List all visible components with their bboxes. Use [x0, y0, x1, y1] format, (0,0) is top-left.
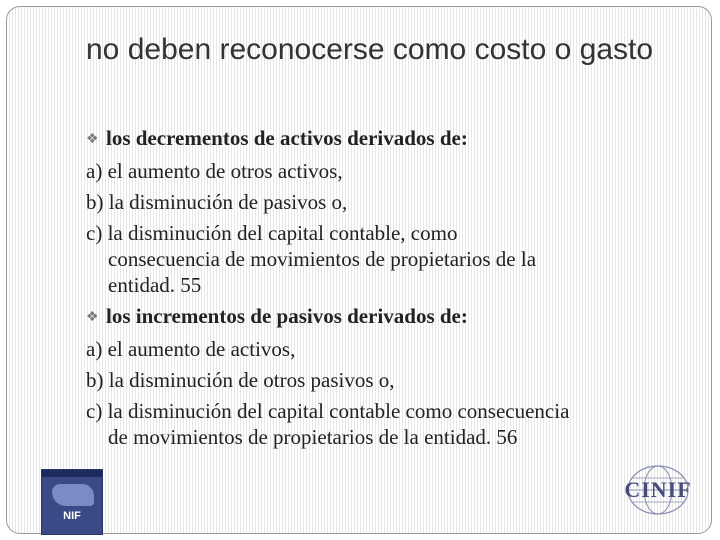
slide-body: [86, 125, 706, 450]
slide: [6, 6, 712, 534]
list-item: a) el aumento de otros activos,: [86, 159, 343, 183]
nif-book-logo: [41, 469, 103, 535]
bullet-heading-incrementos: ❖ los incrementos de pasivos derivados de:: [86, 303, 706, 331]
list-item: b) la disminución de otros pasivos o,: [86, 368, 395, 392]
cinif-logo: [619, 463, 697, 517]
list-item-continuation: entidad. 55: [108, 273, 202, 297]
bullet-heading-decrementos: ❖ los decrementos de activos derivados de:: [86, 125, 706, 153]
cinif-logo-text: CINIF: [624, 477, 692, 502]
list-item-continuation: de movimientos de propietarios de la entidad. 56: [108, 425, 518, 449]
bullet-icon: ❖: [86, 310, 99, 325]
book-logo-label: NIF: [63, 510, 81, 522]
list-item: a) el aumento de activos,: [86, 337, 296, 361]
slide-title: no deben reconocerse como costo o gasto: [86, 33, 654, 66]
mexico-map-icon: [52, 484, 94, 506]
list-item: c) la disminución del capital contable como consecuencia: [86, 399, 570, 423]
list-item-continuation: consecuencia de movimientos de propietarios de la: [108, 247, 537, 271]
list-item: c) la disminución del capital contable, como: [86, 221, 458, 245]
list-item: b) la disminución de pasivos o,: [86, 190, 348, 214]
bullet-icon: ❖: [86, 132, 99, 147]
